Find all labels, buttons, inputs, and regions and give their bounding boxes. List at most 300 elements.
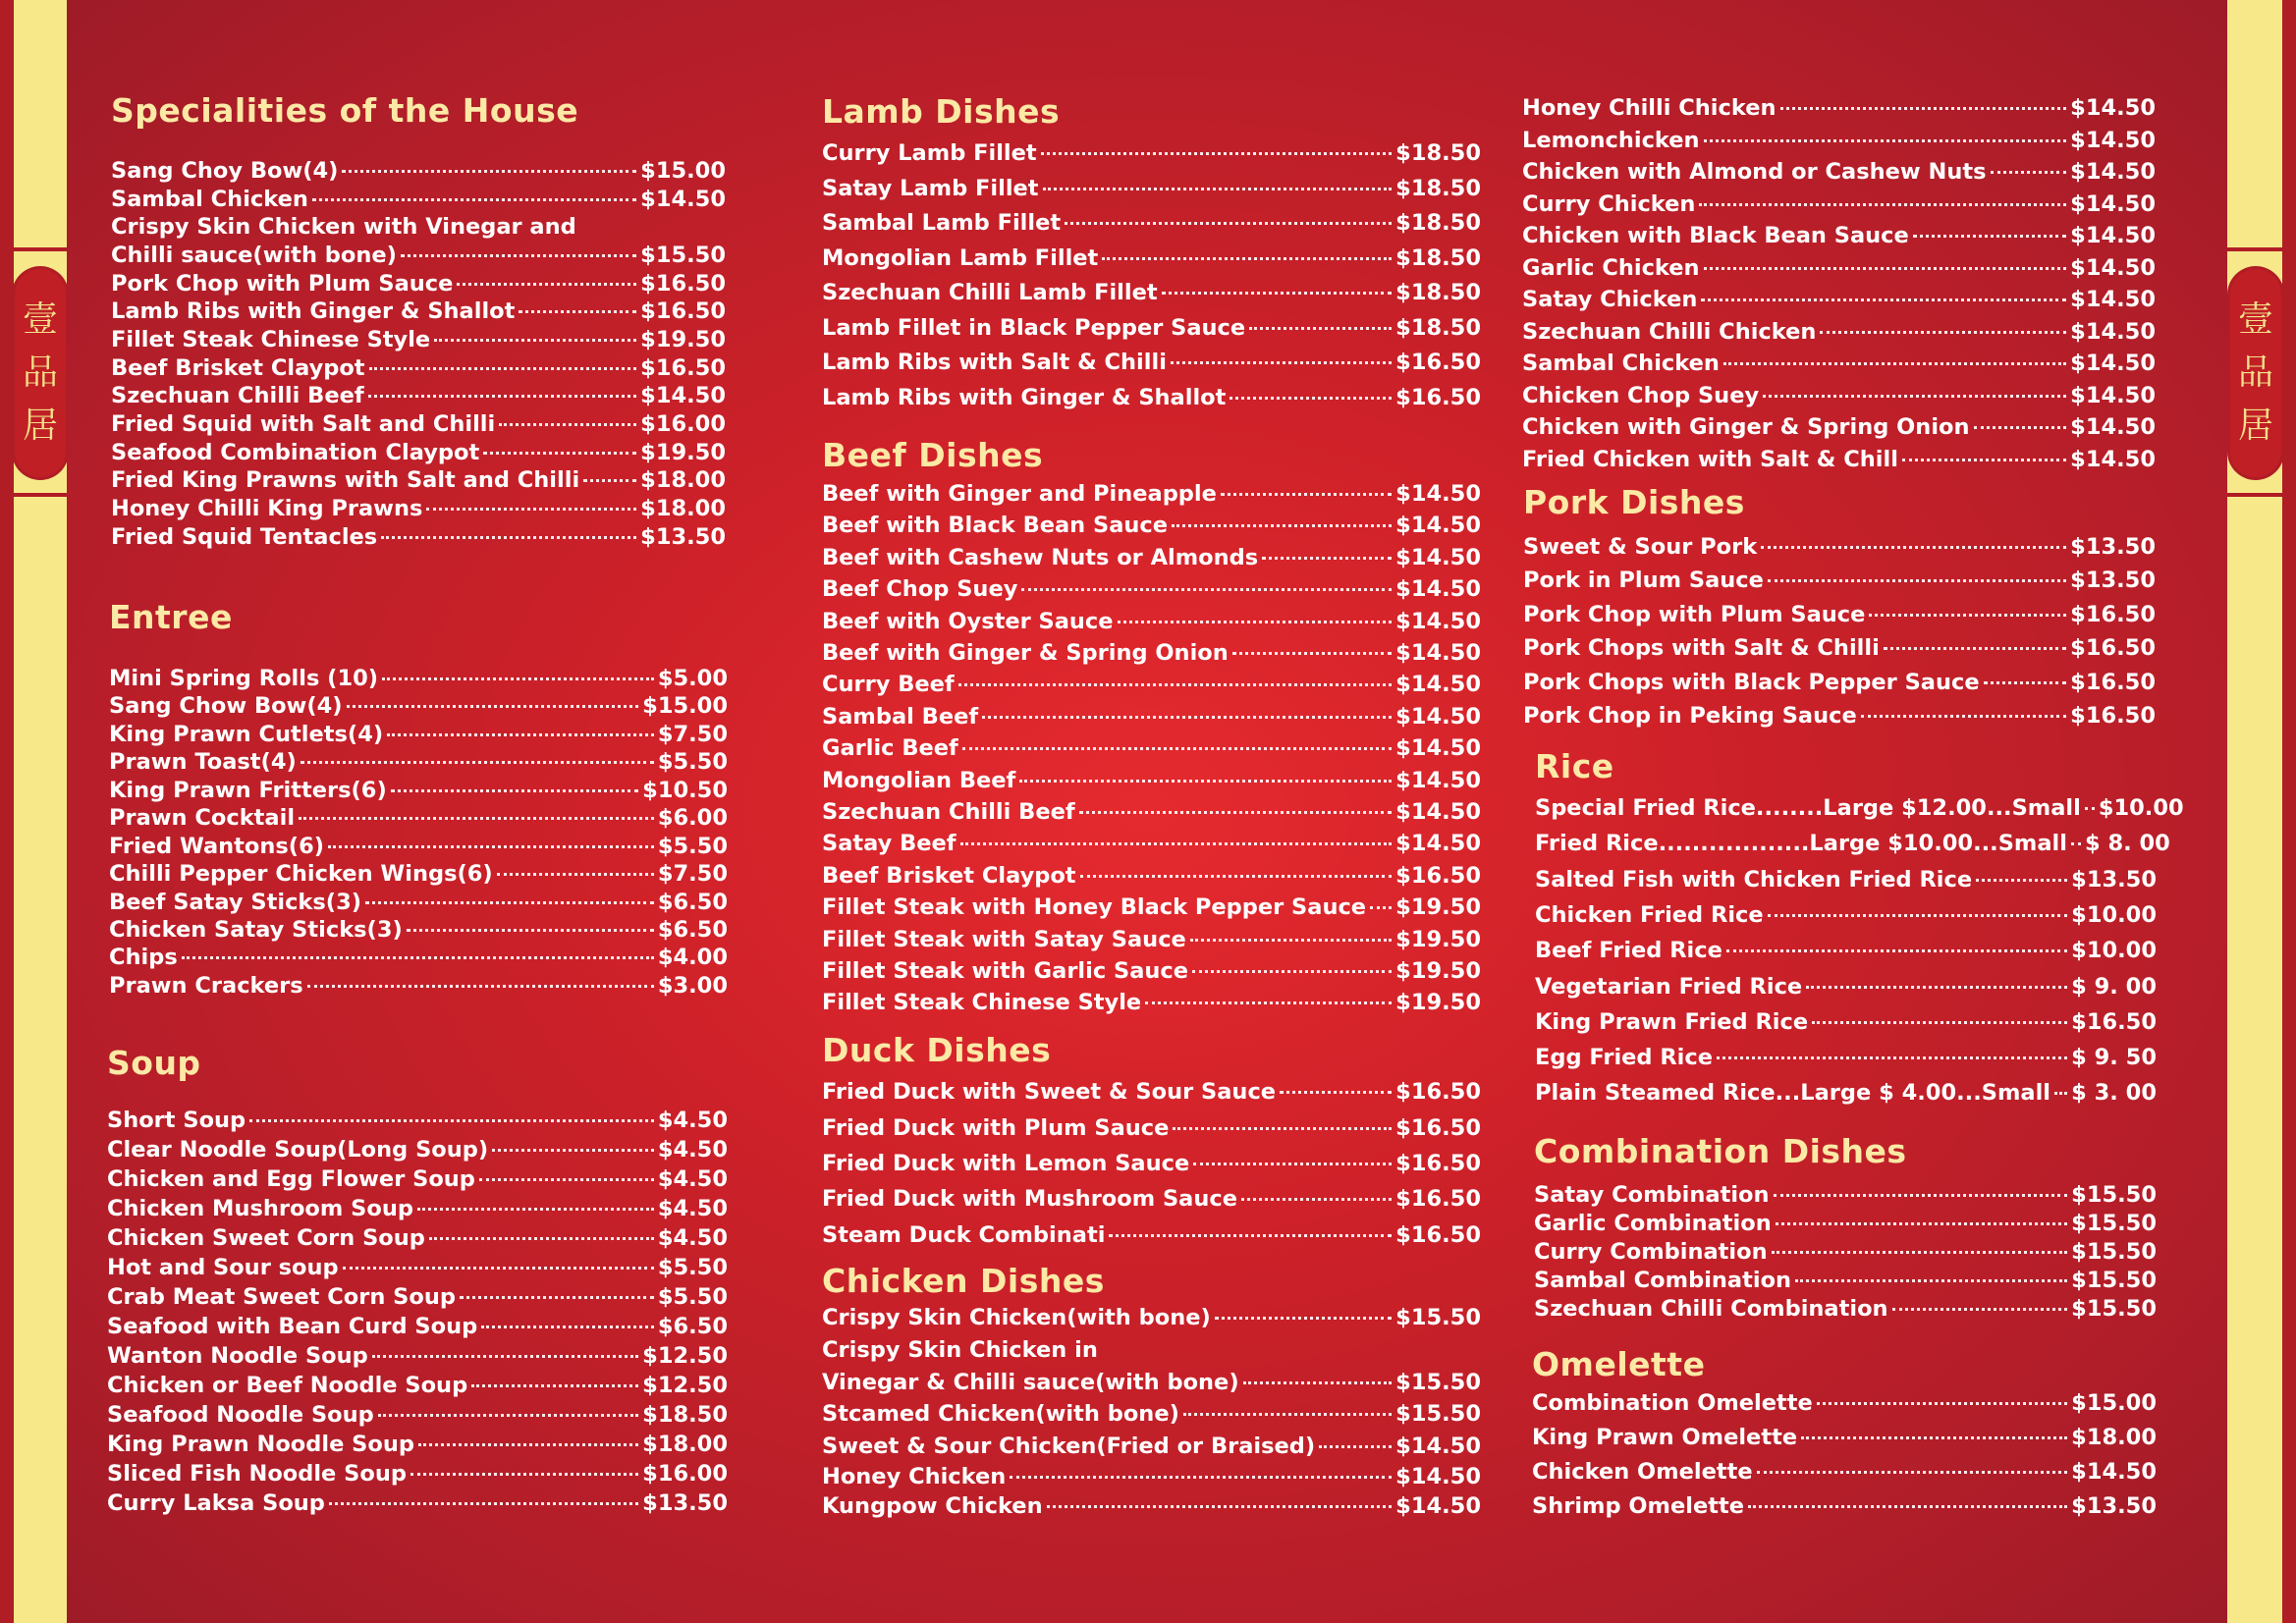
menu-item-name: Mongolian Lamb Fillet: [822, 245, 1099, 271]
menu-item-price: $7.50: [657, 722, 728, 747]
menu-item: [111, 329, 726, 352]
menu-item: [107, 1316, 728, 1338]
menu-item-price: $14.50: [2070, 351, 2156, 376]
menu-item-price: $14.50: [2070, 447, 2156, 472]
menu-item: [822, 770, 1481, 792]
dot-leader: [301, 761, 654, 764]
menu-item: [109, 975, 728, 998]
menu-item-name: Honey Chilli King Prawns: [111, 496, 423, 521]
menu-item-name: Crispy Skin Chicken with Vinegar and: [111, 214, 576, 240]
menu-item-price: $15.50: [2071, 1211, 2157, 1236]
dot-leader: [328, 845, 654, 848]
dot-leader: [1102, 257, 1392, 260]
menu-item-price: $14.50: [2070, 159, 2156, 185]
dot-leader: [434, 339, 636, 342]
menu-item-price: $16.50: [2071, 1009, 2157, 1035]
menu-item: [822, 865, 1481, 888]
dot-leader: [410, 1473, 638, 1476]
menu-item-name: Beef Brisket Claypot: [111, 355, 365, 381]
menu-item-name: Fillet Steak with Satay Sauce: [822, 927, 1186, 952]
menu-item: [1535, 1082, 2157, 1105]
dot-leader: [1043, 188, 1393, 190]
menu-item-name: Honey Chilli Chicken: [1522, 95, 1777, 121]
menu-item-name: Satay Chicken: [1522, 287, 1698, 312]
menu-item-price: $19.50: [1395, 894, 1481, 920]
pork-section-title: Pork Dishes: [1523, 483, 1745, 521]
menu-item: [107, 1404, 728, 1427]
dot-leader: [1162, 292, 1393, 295]
menu-item: [822, 514, 1481, 537]
menu-item: [107, 1434, 728, 1456]
menu-item-price: $14.50: [2070, 223, 2156, 248]
menu-item-price: $5.50: [657, 1255, 728, 1280]
menu-item-price: $6.50: [657, 890, 728, 915]
menu-item-name: Lemonchicken: [1522, 128, 1700, 153]
menu-item-price: $14.50: [2071, 1459, 2157, 1485]
dot-leader: [1109, 1234, 1392, 1237]
menu-item-name: Szechuan Chilli Combination: [1534, 1296, 1888, 1322]
menu-item: [1522, 257, 2156, 280]
menu-item-price: $14.50: [1395, 799, 1481, 825]
menu-item-name: Garlic Combination: [1534, 1211, 1772, 1236]
dot-leader: [1249, 327, 1392, 330]
menu-item-name: Beef Fried Rice: [1535, 938, 1722, 963]
menu-item-price: $4.50: [657, 1108, 728, 1133]
menu-item-name: Fried Duck with Plum Sauce: [822, 1115, 1170, 1141]
menu-item-price: $18.50: [1395, 315, 1481, 341]
chicken-section-title: Chicken Dishes: [822, 1262, 1105, 1300]
menu-item-price: $5.50: [657, 749, 728, 775]
menu-item-price: $18.50: [1395, 245, 1481, 271]
menu-item-name: Beef with Oyster Sauce: [822, 609, 1114, 634]
menu-item: [1522, 193, 2156, 216]
menu-item-name: Prawn Crackers: [109, 973, 303, 999]
menu-item: [822, 929, 1481, 951]
menu-item-price: $15.00: [642, 693, 728, 719]
menu-item-price: $18.00: [2071, 1425, 2157, 1450]
menu-item-price: $14.50: [1395, 640, 1481, 666]
menu-item: [822, 801, 1481, 824]
menu-item-name: Satay Combination: [1534, 1182, 1770, 1208]
menu-item-name: Pork Chops with Salt & Chilli: [1523, 635, 1880, 661]
menu-item-price: $14.50: [640, 383, 726, 408]
right-border-strip: [2282, 0, 2296, 1623]
menu-item-price: $14.50: [1395, 513, 1481, 538]
menu-item: [1522, 321, 2156, 344]
menu-item-name: Crispy Skin Chicken in: [822, 1337, 1098, 1363]
menu-item-name: Vegetarian Fried Rice: [1535, 974, 1803, 1000]
menu-item: [1523, 536, 2156, 559]
menu-item-price: $19.50: [640, 440, 726, 465]
menu-item-name: Szechuan Chilli Chicken: [1522, 319, 1817, 345]
dot-leader: [1768, 579, 2066, 582]
specialities-section-title: Specialities of the House: [111, 91, 579, 130]
menu-item-price: $16.50: [1395, 350, 1481, 375]
menu-item-price: $15.00: [2071, 1390, 2157, 1416]
menu-item-price: $14.50: [2070, 255, 2156, 281]
menu-item-price: $5.50: [657, 834, 728, 859]
menu-item-name: Chicken with Ginger & Spring Onion: [1522, 414, 1970, 440]
menu-item: [1522, 161, 2156, 184]
dot-leader: [387, 733, 654, 736]
menu-item: [111, 469, 726, 492]
menu-item-name: Beef Brisket Claypot: [822, 863, 1076, 889]
dot-leader: [407, 929, 654, 932]
menu-item: [822, 1081, 1481, 1104]
menu-item-name: Fried Squid Tentacles: [111, 524, 378, 550]
entree-section-title: Entree: [109, 598, 233, 636]
menu-item-price: $6.50: [657, 1314, 728, 1339]
dot-leader: [372, 1355, 638, 1358]
menu-item-name: Garlic Chicken: [1522, 255, 1700, 281]
menu-item: [1535, 795, 2184, 821]
menu-item-name: Curry Lamb Fillet: [822, 140, 1037, 166]
menu-item-name: King Prawn Fritters(6): [109, 778, 387, 803]
dot-leader: [1913, 235, 2066, 238]
menu-item: [1534, 1213, 2157, 1235]
dot-leader: [1280, 1091, 1392, 1094]
menu-item-name: Curry Laksa Soup: [107, 1490, 325, 1516]
dot-leader: [1780, 107, 2067, 110]
menu-item-price: $14.50: [2070, 287, 2156, 312]
dot-leader: [1699, 203, 2066, 206]
menu-item-name: Steam Duck Combinati: [822, 1222, 1106, 1248]
dot-leader: [1776, 1222, 2067, 1225]
dot-leader: [368, 395, 637, 398]
menu-item-name: Curry Beef: [822, 672, 955, 697]
menu-item-name: King Prawn Cutlets(4): [109, 722, 384, 747]
menu-item-name: Pork in Plum Sauce: [1523, 568, 1764, 593]
menu-item-price: $15.50: [2071, 1268, 2157, 1293]
menu-item-price: $18.00: [640, 496, 726, 521]
menu-item-price: $10.50: [642, 778, 728, 803]
menu-item-name: Egg Fried Rice: [1535, 1045, 1713, 1070]
menu-item-name: Chicken and Egg Flower Soup: [107, 1166, 475, 1192]
menu-item-name: Beef with Ginger and Pineapple: [822, 481, 1217, 507]
menu-item: [822, 1435, 1481, 1458]
menu-item-name: Fillet Steak Chinese Style: [111, 327, 431, 352]
menu-item-name: Fillet Steak with Honey Black Pepper Sauce: [822, 894, 1367, 920]
menu-item: [111, 413, 726, 436]
menu-item-name: Chicken Chop Suey: [1522, 383, 1760, 408]
menu-item-name: Beef Chop Suey: [822, 576, 1018, 602]
dot-leader: [365, 901, 654, 904]
menu-item: [1523, 705, 2156, 728]
menu-item: [1532, 1461, 2157, 1484]
menu-item-name: Kungpow Chicken: [822, 1493, 1043, 1519]
menu-item: [109, 892, 728, 914]
menu-item-name: Fried Duck with Sweet & Sour Sauce: [822, 1079, 1277, 1105]
menu-item-name: Chicken with Almond or Cashew Nuts: [1522, 159, 1987, 185]
dot-leader: [1021, 588, 1392, 591]
menu-item: [111, 385, 726, 407]
dot-leader: [1171, 361, 1392, 364]
menu-item: [822, 1117, 1481, 1140]
menu-item-price: $5.50: [657, 1284, 728, 1310]
menu-item-name: Clear Noodle Soup(Long Soup): [107, 1137, 489, 1163]
dot-leader: [1976, 879, 2067, 882]
dot-leader: [1047, 1505, 1393, 1508]
menu-item-name: Honey Chicken: [822, 1464, 1007, 1489]
dot-leader: [343, 1267, 654, 1270]
dot-leader: [1974, 426, 2067, 429]
dot-leader: [1772, 1251, 2068, 1254]
dot-leader: [519, 310, 636, 313]
menu-item: [1534, 1270, 2157, 1292]
dot-leader: [1723, 362, 2066, 365]
dot-leader: [1748, 1505, 2067, 1508]
menu-item-name: Sweet & Sour Pork: [1523, 534, 1758, 560]
dot-leader: [1757, 1471, 2068, 1474]
menu-item-price: $14.50: [1395, 704, 1481, 730]
menu-item-price: $18.50: [1395, 210, 1481, 236]
menu-item-price: $16.50: [2070, 703, 2156, 729]
menu-item-price: $14.50: [1395, 576, 1481, 602]
menu-item: [822, 896, 1481, 919]
dot-leader: [1079, 811, 1393, 814]
menu-item-price: $19.50: [1395, 990, 1481, 1015]
menu-item-price: $15.50: [1395, 1370, 1481, 1395]
menu-item-price: $15.50: [2071, 1239, 2157, 1265]
dot-leader: [1701, 298, 2066, 301]
menu-item: [822, 1307, 1481, 1329]
menu-item: [822, 960, 1481, 983]
menu-item: [111, 273, 726, 296]
dot-leader: [1761, 546, 2066, 549]
dot-leader: [1118, 621, 1393, 623]
menu-item-name: Prawn Cocktail: [109, 805, 296, 831]
menu-item-price: $16.50: [1395, 1079, 1481, 1105]
dot-leader: [1763, 395, 2066, 398]
menu-item-price: $14.50: [2070, 95, 2156, 121]
menu-item: [107, 1109, 728, 1132]
menu-item-price: $19.50: [1395, 958, 1481, 984]
menu-item: [1522, 225, 2156, 247]
menu-item: [822, 674, 1481, 696]
menu-item-name: King Prawn Omelette: [1532, 1425, 1798, 1450]
menu-item: [822, 1153, 1481, 1175]
menu-item: [822, 1403, 1481, 1426]
menu-item-price: $15.50: [2071, 1296, 2157, 1322]
menu-item: [822, 1339, 1481, 1362]
menu-item-name: Plain Steamed Rice...Large $ 4.00...Small: [1535, 1080, 2050, 1106]
dot-leader: [347, 705, 639, 708]
menu-item-price: $16.50: [2070, 670, 2156, 695]
dot-leader: [249, 1119, 654, 1122]
menu-item-name: Chips: [109, 945, 178, 970]
menu-item-price: $14.50: [1395, 1493, 1481, 1519]
menu-item-name: Combination Omelette: [1532, 1390, 1813, 1416]
menu-item: [1522, 416, 2156, 439]
menu-item: [107, 1463, 728, 1486]
menu-item-price: $4.00: [657, 945, 728, 970]
menu-item-price: $16.50: [1395, 1115, 1481, 1141]
menu-item-price: $3.00: [657, 973, 728, 999]
dot-leader: [1817, 1402, 2067, 1405]
lamb-section-title: Lamb Dishes: [822, 92, 1061, 131]
menu-item: [107, 1198, 728, 1220]
dot-leader: [1704, 139, 2067, 142]
menu-item: [822, 352, 1481, 374]
menu-item: [1535, 1047, 2157, 1069]
dot-leader: [182, 956, 654, 959]
menu-item: [109, 724, 728, 746]
menu-item: [107, 1286, 728, 1309]
menu-item-price: $14.50: [1395, 545, 1481, 570]
rice-section-title: Rice: [1535, 747, 1614, 785]
menu-item: [822, 547, 1481, 569]
dot-leader: [1041, 152, 1393, 155]
dot-leader: [1241, 1198, 1392, 1201]
menu-item: [1523, 637, 2156, 660]
menu-item: [1535, 976, 2157, 999]
menu-item-price: $16.50: [640, 355, 726, 381]
dot-leader: [1774, 1194, 2068, 1197]
menu-item-name: Szechuan Chilli Beef: [822, 799, 1075, 825]
menu-item: [109, 863, 728, 886]
menu-item: [111, 244, 726, 267]
menu-item: [822, 706, 1481, 729]
menu-item: [107, 1492, 728, 1515]
restaurant-emblem-right: [2230, 269, 2281, 477]
dot-leader: [1884, 647, 2066, 650]
menu-item-name: Seafood with Bean Curd Soup: [107, 1314, 478, 1339]
menu-item-price: $16.50: [1395, 1151, 1481, 1176]
dot-leader: [1726, 949, 2067, 952]
menu-item: [111, 160, 726, 183]
dot-leader: [418, 1443, 638, 1446]
menu-item-name: Curry Combination: [1534, 1239, 1768, 1265]
menu-item-name: Short Soup: [107, 1108, 246, 1133]
menu-item-price: $10.00: [2098, 795, 2184, 821]
dot-leader: [960, 842, 1393, 845]
menu-item: [822, 1224, 1481, 1247]
menu-item: [109, 836, 728, 858]
menu-item-name: Fried Duck with Lemon Sauce: [822, 1151, 1190, 1176]
menu-item: [822, 387, 1481, 409]
menu-item: [109, 780, 728, 802]
dot-leader: [417, 1208, 654, 1211]
menu-item: [109, 695, 728, 718]
dot-leader: [1192, 970, 1392, 973]
menu-item-name: Chicken Mushroom Soup: [107, 1196, 413, 1221]
menu-item-price: $13.50: [640, 524, 726, 550]
duck-section-title: Duck Dishes: [822, 1031, 1052, 1069]
menu-item: [822, 212, 1481, 235]
menu-item: [1535, 940, 2157, 962]
dot-leader: [429, 1237, 654, 1240]
menu-item-price: $14.50: [1395, 1464, 1481, 1489]
emblem-char: 品: [22, 352, 58, 393]
left-border-strip: [0, 0, 14, 1623]
menu-item-price: $12.50: [642, 1373, 728, 1398]
dot-leader: [958, 683, 1392, 686]
dot-leader: [1019, 780, 1392, 783]
menu-item: [1522, 352, 2156, 375]
dot-leader: [307, 985, 654, 988]
menu-item-name: Lamb Ribs with Ginger & Shallot: [111, 298, 516, 324]
dot-leader: [1232, 652, 1392, 655]
menu-item-name: Pork Chop with Plum Sauce: [1523, 602, 1866, 627]
dot-leader: [1869, 614, 2066, 617]
menu-item-name: Fillet Steak with Garlic Sauce: [822, 958, 1189, 984]
menu-item: [111, 498, 726, 520]
menu-item-name: Stcamed Chicken(with bone): [822, 1401, 1179, 1427]
menu-item-price: $14.50: [2070, 383, 2156, 408]
menu-item-name: Lamb Ribs with Salt & Chilli: [822, 350, 1167, 375]
menu-item-name: Satay Beef: [822, 831, 957, 856]
menu-item: [822, 1495, 1481, 1518]
combination-section-title: Combination Dishes: [1534, 1132, 1907, 1170]
menu-item: [822, 1188, 1481, 1211]
beef-section-title: Beef Dishes: [822, 436, 1044, 474]
menu-item-price: $6.00: [657, 805, 728, 831]
menu-item-price: $18.50: [1395, 280, 1481, 305]
menu-item: [111, 189, 726, 211]
menu-item: [1522, 449, 2156, 471]
menu-item-price: $15.50: [1395, 1305, 1481, 1330]
menu-item-name: Mongolian Beef: [822, 768, 1016, 793]
menu-item: [822, 317, 1481, 340]
menu-item-name: Lamb Ribs with Ginger & Shallot: [822, 385, 1227, 410]
menu-item-price: $16.50: [1395, 385, 1481, 410]
menu-item-name: Pork Chops with Black Pepper Sauce: [1523, 670, 1980, 695]
menu-item: [1534, 1241, 2157, 1264]
menu-item: [109, 919, 728, 942]
menu-item-price: $5.00: [657, 666, 728, 691]
dot-leader: [1215, 1317, 1392, 1320]
menu-item-name: Fried Duck with Mushroom Sauce: [822, 1186, 1237, 1212]
dot-leader: [1190, 939, 1392, 942]
dot-leader: [499, 423, 636, 426]
dot-leader: [1080, 875, 1393, 878]
menu-item-name: Fried Squid with Salt and Chilli: [111, 411, 496, 437]
menu-item-name: Sambal Lamb Fillet: [822, 210, 1062, 236]
menu-item-name: Fried King Prawns with Salt and Chilli: [111, 467, 580, 493]
menu-item-price: $14.50: [2070, 414, 2156, 440]
dot-leader: [2071, 842, 2081, 845]
dot-leader: [342, 170, 636, 173]
dot-leader: [1717, 1056, 2067, 1059]
menu-item: [1522, 289, 2156, 311]
dot-leader: [457, 283, 636, 286]
dot-leader: [369, 367, 637, 370]
menu-item: [1534, 1184, 2157, 1207]
dot-leader: [329, 1502, 638, 1505]
menu-item-price: $18.00: [642, 1432, 728, 1457]
menu-item: [822, 483, 1481, 506]
menu-item: [109, 668, 728, 690]
dot-leader: [1861, 715, 2066, 718]
menu-item-name: Seafood Noodle Soup: [107, 1402, 374, 1428]
dot-leader: [299, 817, 654, 820]
menu-item-price: $ 9. 50: [2071, 1045, 2157, 1070]
menu-item-name: Beef with Black Bean Sauce: [822, 513, 1169, 538]
menu-item-price: $16.50: [1395, 1186, 1481, 1212]
menu-item-price: $14.50: [2070, 128, 2156, 153]
menu-item-price: $15.00: [640, 158, 726, 184]
menu-item: [109, 807, 728, 830]
menu-item-price: $13.50: [642, 1490, 728, 1516]
menu-item: [1535, 904, 2157, 927]
menu-item: [1532, 1392, 2157, 1415]
emblem-char: 品: [2237, 352, 2273, 393]
menu-item-name: Fillet Steak Chinese Style: [822, 990, 1142, 1015]
menu-item: [107, 1168, 728, 1191]
menu-item: [822, 247, 1481, 270]
dot-leader: [1795, 1279, 2067, 1282]
menu-item-name: Beef Satay Sticks(3): [109, 890, 362, 915]
